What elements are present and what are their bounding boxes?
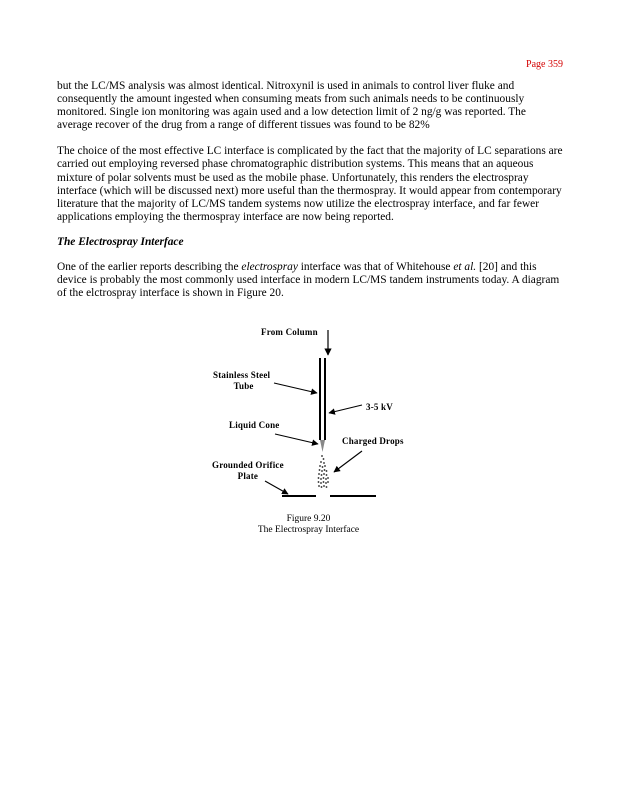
paragraph-3-text-a: One of the earlier reports describing the — [57, 261, 242, 274]
figure-caption-title: The Electrospray Interface — [257, 525, 360, 535]
paragraph-3-text-c: [20] and this device is probably the most commonly used interface in modern LC/MS tandem instruments today. A diagram of the elctrospray interface is shown in Figure 20. — [57, 261, 560, 300]
paragraph-2: The choice of the most effective LC interface is complicated by the fact that the majority of LC separations are carried out employing reversed phase chromatographic distribution systems. This means that an aqueous mixture of polar solvents must be used as the mobile phase. Unfortunately, this renders the electrospray interface (which will be discussed next) more useful than the thermospray. It would appear from contemporary literature that the majority of LC/MS tandem systems now utilize the electrospray interface, and far fewer applications employing the thermospray interface are now being reported. — [57, 145, 563, 223]
paragraph-1: but the LC/MS analysis was almost identical. Nitroxynil is used in animals to control liver fluke and consequently the amount ingested when consuming meats from such animals needs to be continuously monitored. Single ion monitoring was again used and a low detection limit of 2 ng/g was reported. The average recover of the drug from a range of different tissues was found to be 82% — [57, 80, 526, 132]
label-from-column: From Column — [261, 327, 318, 337]
figure-caption — [0, 514, 617, 536]
label-voltage: 3-5 kV — [366, 402, 393, 412]
stainless-steel-arrow — [274, 383, 317, 393]
label-charged-drops: Charged Drops — [342, 436, 404, 446]
paragraph-3-text-b: interface was that of Whitehouse — [297, 261, 454, 274]
paragraph-3-emphasis-et-al: et al. — [453, 261, 477, 274]
label-stainless-steel-line1: Stainless Steel — [213, 370, 271, 380]
label-stainless-steel-line2: Tube — [233, 380, 254, 391]
section-heading: The Electrospray Interface — [57, 235, 184, 248]
charged-drops-arrow — [334, 451, 362, 472]
charged-drops-spray — [318, 455, 329, 488]
label-stainless-steel — [213, 370, 270, 391]
figure-caption-number: Figure 9.20 — [286, 514, 331, 524]
liquid-cone-arrow — [275, 434, 318, 444]
paragraph-3 — [57, 261, 563, 300]
paragraph-3-emphasis-electrospray: electrospray — [241, 261, 298, 274]
label-liquid-cone: Liquid Cone — [229, 420, 280, 430]
page-number: Page 359 — [526, 59, 563, 70]
label-grounded-orifice — [212, 460, 284, 481]
orifice-plate-arrow — [265, 481, 288, 494]
liquid-cone — [320, 440, 325, 452]
body-text — [57, 80, 563, 300]
label-grounded-orifice-line2: Plate — [237, 470, 259, 481]
label-grounded-orifice-line1: Grounded Orifice — [212, 460, 284, 470]
voltage-arrow — [329, 405, 362, 413]
